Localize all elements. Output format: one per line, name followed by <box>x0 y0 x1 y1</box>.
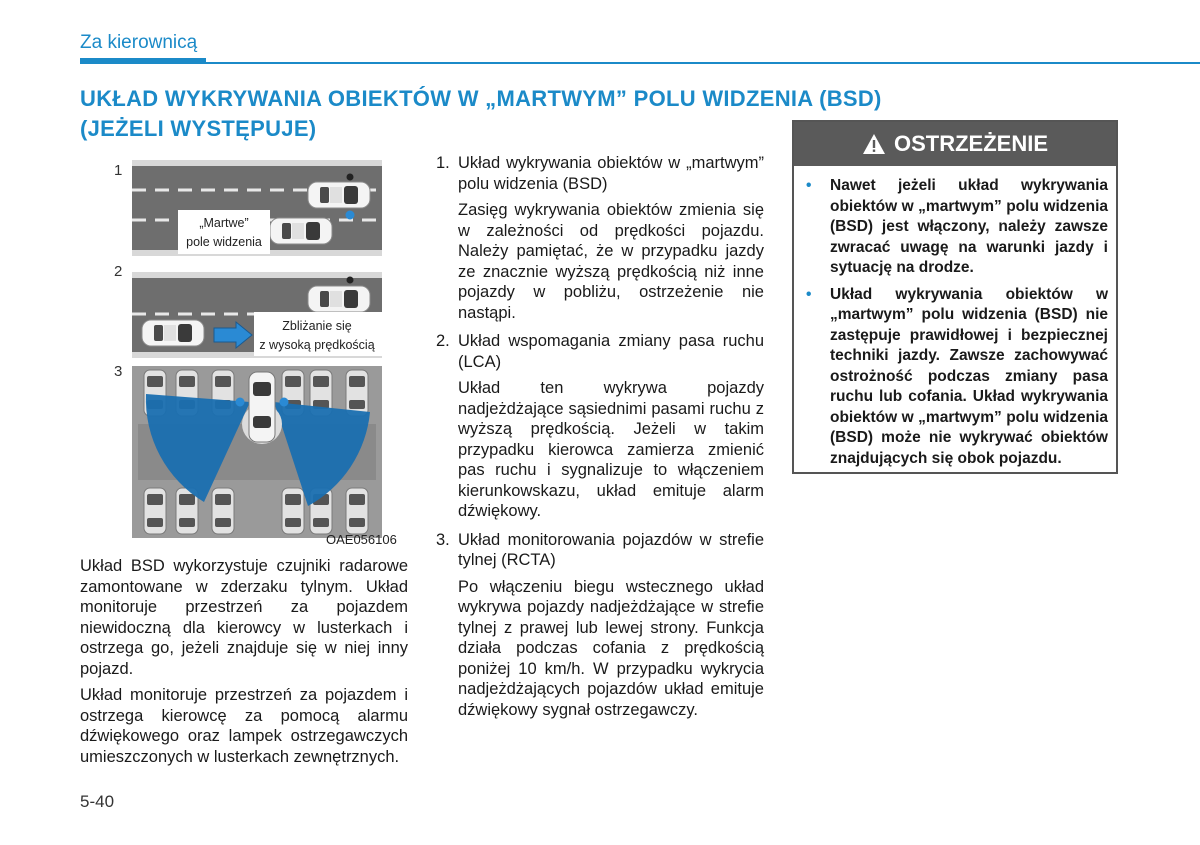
bsd-illustration <box>132 160 382 538</box>
warning-list <box>794 166 1116 469</box>
list-item <box>436 331 764 372</box>
label-blind-line2: pole widzenia <box>186 235 262 249</box>
list-body: Układ ten wykrywa pojazdy nadjeżdżające sąsiednimi pasami ruchu z wyższą prędkością. Jeżeli w takim przypadku kierowca zamierza zmienić pas ruchu i sygnalizuje to włączeniem kierunkowskazu, układ emituje alarm dźwiękowy. <box>458 379 764 520</box>
label-blind-line1: „Martwe” <box>199 216 249 230</box>
warning-box <box>792 120 1118 474</box>
list-item <box>436 530 764 571</box>
list-body: Po włączeniu biegu wstecznego układ wykrywa pojazdy nadjeżdżające w strefie tylnej z prawej lub lewej strony. Funkcja działa podczas cofania z prędkością poniżej 10 km/h. W przypadku wykrycia nadjeżdżających pojazdów układ emituje dźwiękowy sygnał ostrzegawczy. <box>458 577 764 719</box>
page-number: 5-40 <box>80 792 115 811</box>
warning-text: Nawet jeżeli układ wykrywania obiektów w „martwym” polu widzenia (BSD) jest włączony, należy zawsze zwracać uwagę na warunki jazdy i sytuację na drodze. <box>830 177 1108 276</box>
middle-column <box>436 153 764 728</box>
warning-item <box>804 176 1108 279</box>
list-number: 1. <box>436 154 450 172</box>
left-column <box>80 556 408 773</box>
label-approach-line1: Zbliżanie się <box>282 319 352 333</box>
panel-2 <box>132 272 382 358</box>
panel-1 <box>132 160 382 256</box>
list-item <box>436 153 764 194</box>
warning-text: Układ wykrywania obiektów w „martwym” polu widzenia (BSD) nie zastępuje prawidłowej i bezpiecznej techniki jazdy. Zawsze zachowywać ostrożność podczas zmiany pasa ruchu lub cofania. Układ wykrywania obiektów w „martwym” polu widzenia (BSD) może nie wykrywać obiektów znajdujących się obok pojazdu. <box>830 285 1108 467</box>
warning-item <box>804 285 1108 470</box>
panel-number-2: 2 <box>114 263 123 280</box>
figure-code: OAE056106 <box>326 532 397 547</box>
header-rule <box>206 62 1200 64</box>
list-number: 3. <box>436 530 450 549</box>
warning-triangle-icon <box>862 133 886 155</box>
warning-title: OSTRZEŻENIE <box>893 131 1048 156</box>
intro-paragraph-1: Układ BSD wykorzystuje czujniki radarowe zamontowane w zderzaku tylnym. Układ monitoruje przestrzeń za pojazdem niewidoczną dla kierowcy w lusterkach i ostrzega go, jeżeli znajduje się w niej inny pojazd. <box>80 557 408 678</box>
title-line-1: UKŁAD WYKRYWANIA OBIEKTÓW W „MARTWYM” POLU WIDZENIA (BSD) <box>80 86 882 111</box>
intro-paragraph-2: Układ monitoruje przestrzeń za pojazdem i ostrzega kierowcę za pomocą alarmu dźwiękowego oraz lampek ostrzegawczych umieszczonych w lusterkach zewnętrznych. <box>80 686 408 766</box>
list-heading: Układ monitorowania pojazdów w strefie tylnej (RCTA) <box>458 530 764 569</box>
panel-number-1: 1 <box>114 162 123 179</box>
section-underline <box>80 58 206 64</box>
list-body: Zasięg wykrywania obiektów zmienia się w zależności od prędkości pojazdu. Należy pamiętać, że w przypadku jazdy ze znacznie wyższą prędkością niż inne pojazdy w pobliżu, ostrzeżenie nie nastąpi. <box>458 201 764 322</box>
list-heading: Układ wspomagania zmiany pasa ruchu (LCA) <box>458 332 764 371</box>
section-label: Za kierownicą <box>80 32 198 53</box>
bullet-icon: • <box>806 285 812 303</box>
title-line-2: (JEŻELI WYSTĘPUJE) <box>80 116 317 141</box>
panel-number-3: 3 <box>114 363 123 380</box>
bullet-icon: • <box>806 177 812 194</box>
label-approach-line2: z wysoką prędkością <box>259 338 375 352</box>
list-heading: Układ wykrywania obiektów w „martwym” polu widzenia (BSD) <box>458 154 764 193</box>
warning-header <box>794 122 1116 166</box>
panel-3 <box>132 366 382 538</box>
list-number: 2. <box>436 332 450 350</box>
